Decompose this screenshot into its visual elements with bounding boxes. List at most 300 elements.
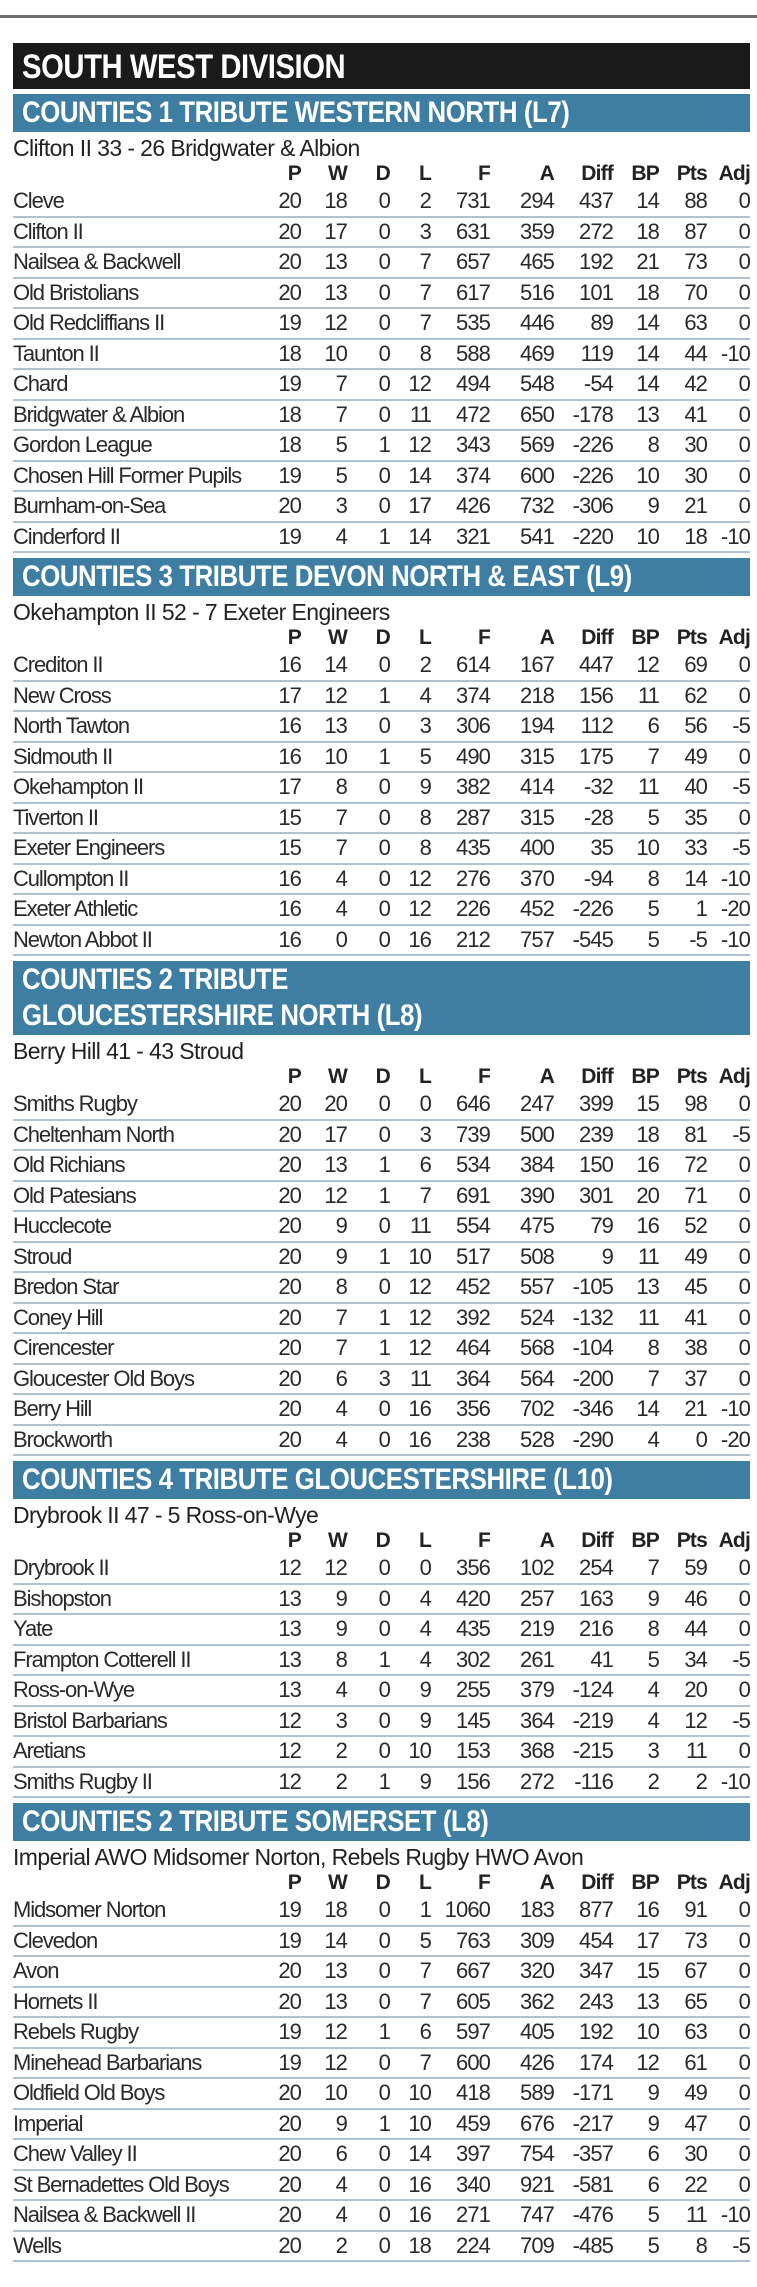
cell-adj: 0 <box>738 1958 750 1984</box>
cell-f: 435 <box>455 1616 490 1642</box>
cell-a: 568 <box>519 1335 554 1361</box>
cell-a: 414 <box>519 774 554 800</box>
cell-team: Cheltenham North <box>13 1121 174 1147</box>
cell-p: 20 <box>278 218 301 244</box>
cell-team: Old Bristolians <box>13 279 139 305</box>
cell-d: 1 <box>378 743 390 769</box>
table-row <box>13 462 750 493</box>
cell-adj: 0 <box>738 2110 750 2136</box>
cell-adj: -10 <box>720 523 750 549</box>
column-header-bp: BP <box>631 1529 659 1552</box>
cell-team: Avon <box>13 1958 59 1984</box>
table-row <box>13 1243 750 1274</box>
column-header-a: A <box>539 162 554 185</box>
cell-pts: 0 <box>695 1426 707 1452</box>
column-header-d: D <box>375 1529 390 1552</box>
column-header-bp: BP <box>631 162 659 185</box>
cell-diff: -226 <box>572 432 613 458</box>
cell-bp: 10 <box>636 835 659 861</box>
cell-diff: 399 <box>578 1091 613 1117</box>
column-header-f: F <box>477 1871 490 1894</box>
cell-f: 306 <box>455 713 490 739</box>
cell-p: 20 <box>278 1958 301 1984</box>
table-row <box>13 340 750 371</box>
column-header-adj: Adj <box>718 162 750 185</box>
cell-pts: 1 <box>695 896 707 922</box>
cell-l: 12 <box>408 1335 431 1361</box>
cell-l: 16 <box>408 2171 431 2197</box>
cell-pts: 72 <box>684 1152 707 1178</box>
latest-result: Drybrook II 47 - 5 Ross-on-Wye <box>13 1502 319 1528</box>
league-title <box>13 94 750 132</box>
cell-d: 1 <box>378 2110 390 2136</box>
latest-result: Imperial AWO Midsomer Norton, Rebels Rugby HWO Avon <box>13 1844 584 1870</box>
cell-diff: 243 <box>578 1988 613 2014</box>
cell-pts: 34 <box>684 1646 707 1672</box>
cell-l: 10 <box>408 2080 431 2106</box>
cell-d: 1 <box>378 1243 390 1269</box>
cell-a: 557 <box>519 1274 554 1300</box>
cell-f: 435 <box>455 835 490 861</box>
cell-w: 9 <box>335 1243 347 1269</box>
cell-l: 6 <box>419 2019 431 2045</box>
cell-p: 16 <box>278 865 301 891</box>
cell-team: Ross-on-Wye <box>13 1677 134 1703</box>
column-header-pts: Pts <box>676 1871 707 1894</box>
cell-f: 617 <box>455 279 490 305</box>
cell-a: 379 <box>519 1677 554 1703</box>
cell-l: 9 <box>419 774 431 800</box>
cell-a: 384 <box>519 1152 554 1178</box>
cell-adj: -10 <box>720 865 750 891</box>
cell-w: 2 <box>335 1738 347 1764</box>
cell-p: 20 <box>278 2141 301 2167</box>
table-row <box>13 492 750 523</box>
cell-diff: 877 <box>578 1897 613 1923</box>
cell-a: 747 <box>519 2202 554 2228</box>
cell-w: 17 <box>324 1121 347 1147</box>
column-header-w: W <box>327 626 347 649</box>
cell-pts: 2 <box>695 1768 707 1794</box>
cell-f: 600 <box>455 2049 490 2075</box>
cell-bp: 5 <box>647 926 659 952</box>
cell-f: 212 <box>455 926 490 952</box>
cell-pts: 21 <box>684 493 707 519</box>
cell-pts: 73 <box>684 1927 707 1953</box>
cell-a: 362 <box>519 1988 554 2014</box>
cell-w: 10 <box>324 2080 347 2106</box>
cell-a: 600 <box>519 462 554 488</box>
cell-team: Hornets II <box>13 1988 98 2014</box>
cell-d: 0 <box>378 1091 390 1117</box>
league-title-line: COUNTIES 1 TRIBUTE WESTERN NORTH (L7) <box>22 96 570 129</box>
cell-l: 0 <box>419 1091 431 1117</box>
cell-l: 11 <box>409 401 431 427</box>
cell-f: 156 <box>455 1768 490 1794</box>
cell-team: Frampton Cotterell II <box>13 1646 191 1672</box>
cell-f: 343 <box>455 432 490 458</box>
table-row <box>13 804 750 835</box>
table-row <box>13 309 750 340</box>
cell-l: 14 <box>408 523 431 549</box>
cell-p: 20 <box>278 1213 301 1239</box>
cell-a: 400 <box>519 835 554 861</box>
cell-d: 3 <box>378 1365 390 1391</box>
column-header-pts: Pts <box>676 1065 707 1088</box>
cell-l: 16 <box>408 926 431 952</box>
cell-l: 2 <box>419 188 431 214</box>
cell-team: Clifton II <box>13 218 83 244</box>
cell-pts: 11 <box>685 2202 707 2228</box>
column-header-f: F <box>477 162 490 185</box>
cell-d: 0 <box>378 310 390 336</box>
cell-p: 15 <box>278 804 301 830</box>
cell-team: Tiverton II <box>13 804 98 830</box>
cell-pts: -5 <box>689 926 707 952</box>
cell-bp: 14 <box>636 1396 659 1422</box>
column-header-a: A <box>539 1065 554 1088</box>
cell-f: 356 <box>455 1396 490 1422</box>
column-header-w: W <box>327 1871 347 1894</box>
cell-w: 9 <box>335 1585 347 1611</box>
cell-l: 12 <box>408 896 431 922</box>
cell-diff: -171 <box>572 2080 613 2106</box>
cell-a: 315 <box>519 804 554 830</box>
table-row <box>13 431 750 462</box>
cell-w: 5 <box>335 462 347 488</box>
cell-l: 10 <box>408 2110 431 2136</box>
cell-p: 12 <box>278 1768 301 1794</box>
cell-l: 16 <box>408 2202 431 2228</box>
cell-pts: 81 <box>684 1121 707 1147</box>
cell-l: 9 <box>419 1768 431 1794</box>
cell-team: Bristol Barbarians <box>13 1707 167 1733</box>
cell-team: Bredon Star <box>13 1274 119 1300</box>
cell-bp: 3 <box>647 1738 659 1764</box>
cell-diff: -346 <box>572 1396 613 1422</box>
cell-l: 4 <box>419 1585 431 1611</box>
cell-team: Midsomer Norton <box>13 1897 166 1923</box>
cell-a: 757 <box>519 926 554 952</box>
table-row <box>13 248 750 279</box>
cell-w: 17 <box>324 218 347 244</box>
cell-bp: 14 <box>636 340 659 366</box>
cell-pts: 63 <box>684 2019 707 2045</box>
cell-w: 8 <box>335 774 347 800</box>
cell-bp: 17 <box>636 1927 659 1953</box>
cell-pts: 49 <box>684 1243 707 1269</box>
cell-l: 9 <box>419 1707 431 1733</box>
cell-bp: 13 <box>636 1274 659 1300</box>
cell-adj: -5 <box>732 1121 750 1147</box>
cell-a: 500 <box>519 1121 554 1147</box>
cell-p: 20 <box>278 1304 301 1330</box>
cell-team: Sidmouth II <box>13 743 113 769</box>
cell-bp: 18 <box>636 218 659 244</box>
cell-d: 0 <box>378 713 390 739</box>
table-row <box>13 2110 750 2141</box>
column-header-f: F <box>477 1065 490 1088</box>
cell-a: 167 <box>519 652 554 678</box>
cell-l: 3 <box>419 713 431 739</box>
cell-w: 7 <box>335 835 347 861</box>
cell-p: 13 <box>278 1585 301 1611</box>
cell-w: 4 <box>335 523 347 549</box>
cell-diff: 347 <box>578 1958 613 1984</box>
cell-l: 8 <box>419 340 431 366</box>
cell-l: 7 <box>419 279 431 305</box>
cell-l: 14 <box>408 2141 431 2167</box>
cell-adj: -20 <box>720 896 750 922</box>
cell-p: 19 <box>278 1897 301 1923</box>
cell-bp: 14 <box>636 371 659 397</box>
cell-p: 20 <box>278 1091 301 1117</box>
cell-l: 4 <box>419 682 431 708</box>
cell-f: 605 <box>455 1988 490 2014</box>
cell-adj: 0 <box>738 743 750 769</box>
table-row <box>13 682 750 713</box>
column-header-bp: BP <box>631 1871 659 1894</box>
column-header-l: L <box>418 1529 431 1552</box>
cell-adj: -5 <box>732 774 750 800</box>
cell-bp: 10 <box>636 523 659 549</box>
cell-d: 0 <box>378 865 390 891</box>
cell-diff: -581 <box>572 2171 613 2197</box>
cell-team: Yate <box>13 1616 53 1642</box>
cell-adj: 0 <box>738 2080 750 2106</box>
latest-result: Berry Hill 41 - 43 Stroud <box>13 1038 244 1064</box>
cell-bp: 9 <box>647 1585 659 1611</box>
cell-f: 153 <box>455 1738 490 1764</box>
cell-adj: -10 <box>720 2202 750 2228</box>
cell-pts: 69 <box>684 652 707 678</box>
column-header-l: L <box>418 1871 431 1894</box>
cell-w: 9 <box>335 1616 347 1642</box>
table-row <box>13 401 750 432</box>
cell-f: 464 <box>455 1335 490 1361</box>
cell-a: 315 <box>519 743 554 769</box>
table-row <box>13 773 750 804</box>
cell-team: Exeter Athletic <box>13 896 138 922</box>
cell-pts: 46 <box>684 1585 707 1611</box>
cell-pts: 67 <box>684 1958 707 1984</box>
cell-diff: -220 <box>572 523 613 549</box>
cell-f: 374 <box>455 462 490 488</box>
cell-l: 7 <box>419 249 431 275</box>
cell-pts: 45 <box>684 1274 707 1300</box>
table-row <box>13 834 750 865</box>
cell-adj: 0 <box>738 1152 750 1178</box>
cell-p: 19 <box>278 371 301 397</box>
cell-f: 646 <box>455 1091 490 1117</box>
cell-diff: -290 <box>572 1426 613 1452</box>
cell-f: 731 <box>455 188 490 214</box>
cell-pts: 49 <box>684 743 707 769</box>
cell-team: Cullompton II <box>13 865 129 891</box>
cell-bp: 9 <box>647 2110 659 2136</box>
cell-f: 667 <box>455 1958 490 1984</box>
cell-w: 8 <box>335 1646 347 1672</box>
cell-a: 257 <box>519 1585 554 1611</box>
cell-diff: -104 <box>572 1335 613 1361</box>
column-header-adj: Adj <box>718 1529 750 1552</box>
cell-bp: 11 <box>637 1304 659 1330</box>
table-row <box>13 1896 750 1927</box>
cell-p: 20 <box>278 1243 301 1269</box>
cell-f: 534 <box>455 1152 490 1178</box>
cell-f: 392 <box>455 1304 490 1330</box>
cell-diff: -306 <box>572 493 613 519</box>
cell-pts: 30 <box>684 432 707 458</box>
cell-d: 0 <box>378 2232 390 2258</box>
cell-w: 6 <box>335 2141 347 2167</box>
table-row <box>13 279 750 310</box>
cell-adj: 0 <box>738 1335 750 1361</box>
league-tables-page <box>13 43 750 2265</box>
column-header-adj: Adj <box>718 1871 750 1894</box>
cell-diff: -217 <box>572 2110 613 2136</box>
table-row <box>13 895 750 926</box>
cell-w: 7 <box>335 401 347 427</box>
table-row <box>13 1121 750 1152</box>
cell-pts: 21 <box>684 1396 707 1422</box>
cell-p: 20 <box>278 2232 301 2258</box>
table-row <box>13 2201 750 2232</box>
cell-diff: 150 <box>578 1152 613 1178</box>
table-row <box>13 218 750 249</box>
cell-diff: -476 <box>572 2202 613 2228</box>
cell-adj: 0 <box>738 401 750 427</box>
cell-p: 17 <box>278 774 301 800</box>
column-header-pts: Pts <box>676 626 707 649</box>
cell-d: 0 <box>378 1677 390 1703</box>
cell-l: 12 <box>408 1304 431 1330</box>
cell-team: Cinderford II <box>13 523 120 549</box>
cell-p: 16 <box>278 896 301 922</box>
cell-d: 0 <box>378 1426 390 1452</box>
cell-l: 12 <box>408 371 431 397</box>
cell-adj: -20 <box>720 1426 750 1452</box>
cell-l: 14 <box>408 462 431 488</box>
cell-team: Brockworth <box>13 1426 113 1452</box>
cell-p: 20 <box>278 493 301 519</box>
table-row <box>13 1426 750 1457</box>
cell-team: Clevedon <box>13 1927 98 1953</box>
cell-pts: 88 <box>684 188 707 214</box>
league-section <box>13 961 750 1456</box>
cell-d: 0 <box>378 774 390 800</box>
table-row <box>13 1273 750 1304</box>
cell-pts: 41 <box>684 1304 707 1330</box>
cell-bp: 4 <box>647 1677 659 1703</box>
cell-f: 1060 <box>444 1897 490 1923</box>
cell-f: 302 <box>455 1646 490 1672</box>
cell-f: 382 <box>455 774 490 800</box>
cell-pts: 52 <box>684 1213 707 1239</box>
cell-diff: -178 <box>572 401 613 427</box>
cell-l: 12 <box>408 1274 431 1300</box>
cell-d: 0 <box>378 2049 390 2075</box>
cell-a: 475 <box>519 1213 554 1239</box>
cell-adj: 0 <box>738 462 750 488</box>
cell-l: 12 <box>408 865 431 891</box>
cell-adj: 0 <box>738 371 750 397</box>
cell-d: 0 <box>378 1738 390 1764</box>
cell-bp: 14 <box>636 188 659 214</box>
table-row <box>13 1676 750 1707</box>
cell-p: 20 <box>278 249 301 275</box>
cell-pts: 73 <box>684 249 707 275</box>
cell-a: 676 <box>519 2110 554 2136</box>
cell-f: 340 <box>455 2171 490 2197</box>
cell-a: 564 <box>519 1365 554 1391</box>
cell-pts: 35 <box>684 804 707 830</box>
cell-adj: -5 <box>732 713 750 739</box>
cell-pts: 87 <box>684 218 707 244</box>
cell-diff: 163 <box>578 1585 613 1611</box>
cell-bp: 15 <box>636 1958 659 1984</box>
cell-p: 19 <box>278 2049 301 2075</box>
column-header-a: A <box>539 1871 554 1894</box>
column-header-bp: BP <box>631 626 659 649</box>
cell-bp: 4 <box>647 1707 659 1733</box>
cell-team: Gordon League <box>13 432 152 458</box>
cell-diff: 41 <box>590 1646 613 1672</box>
league-title <box>13 1803 750 1841</box>
cell-w: 12 <box>324 310 347 336</box>
cell-l: 16 <box>408 1426 431 1452</box>
cell-f: 517 <box>455 1243 490 1269</box>
cell-d: 0 <box>378 804 390 830</box>
cell-d: 0 <box>378 1897 390 1923</box>
cell-bp: 2 <box>647 1768 659 1794</box>
cell-adj: 0 <box>738 1897 750 1923</box>
table-row <box>13 2018 750 2049</box>
cell-pts: 11 <box>685 1738 707 1764</box>
cell-a: 446 <box>519 310 554 336</box>
cell-w: 12 <box>324 2019 347 2045</box>
division-banner <box>13 43 750 89</box>
cell-d: 0 <box>378 2141 390 2167</box>
cell-a: 732 <box>519 493 554 519</box>
cell-pts: 70 <box>684 279 707 305</box>
cell-f: 145 <box>455 1707 490 1733</box>
cell-d: 0 <box>378 2171 390 2197</box>
cell-l: 7 <box>419 1182 431 1208</box>
cell-l: 16 <box>408 1396 431 1422</box>
cell-d: 0 <box>378 1396 390 1422</box>
column-header-p: P <box>287 162 301 185</box>
cell-p: 12 <box>278 1738 301 1764</box>
cell-a: 261 <box>519 1646 554 1672</box>
cell-a: 921 <box>519 2171 554 2197</box>
cell-f: 238 <box>455 1426 490 1452</box>
column-header-d: D <box>375 1065 390 1088</box>
cell-p: 19 <box>278 2019 301 2045</box>
cell-a: 219 <box>519 1616 554 1642</box>
table-row <box>13 2232 750 2263</box>
cell-d: 0 <box>378 371 390 397</box>
cell-adj: 0 <box>738 2019 750 2045</box>
cell-l: 3 <box>419 218 431 244</box>
table-header <box>13 1528 750 1554</box>
table-row <box>13 712 750 743</box>
table-row <box>13 2049 750 2080</box>
cell-team: Chew Valley II <box>13 2141 137 2167</box>
table-row <box>13 187 750 218</box>
cell-team: St Bernadettes Old Boys <box>13 2171 229 2197</box>
cell-w: 10 <box>324 743 347 769</box>
